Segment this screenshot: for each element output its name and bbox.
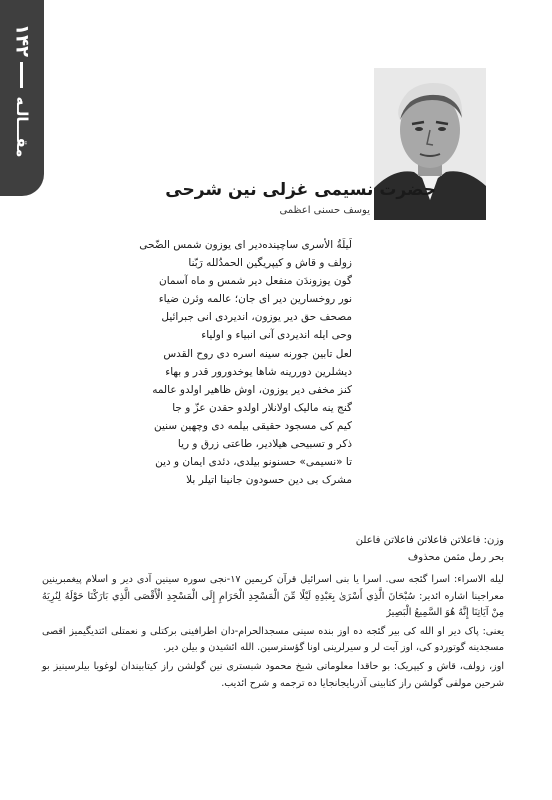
meter-line: بحر رمل مثمن محذوف xyxy=(407,552,504,563)
poem-line: لعل تابین جورنه سینه اسره دی روح القدس xyxy=(163,347,352,360)
poem-line: وحی ایله اندیردی آنی انبیاء و اولیاء xyxy=(201,329,352,342)
poem-line: تا «نسیمی» حسنونو بیلدی، دئدی ایمان و دین xyxy=(155,456,352,469)
poem-line: مشرک بی دین حسودون جانینا اتیلر بلا xyxy=(186,474,352,487)
poem-line: دیشلرین دوررینه شاها یوخدورور قدر و بهاء xyxy=(165,365,352,378)
poem-body xyxy=(52,236,352,489)
poem-line: کنز مخفی دیر یوزون، اوش ظاهیر اولدو عالمه xyxy=(152,383,352,396)
poem-line: گنج ینه مالیک اولانلار اولدو حقدن عزّ و جا xyxy=(172,401,352,414)
poem-line: گون یوزوندَن منفعل دیر شمس و ماه آسمان xyxy=(159,275,352,288)
section-label: مقـــالـه xyxy=(13,96,31,158)
page-number: ۱۴۲ xyxy=(11,24,33,57)
poem-line: نور روخسارین دیر ای جان؛ عالمه وئرن ضیاء xyxy=(158,293,352,306)
meter-line: وزن: فاعلاتن فاعلاتن فاعلاتن فاعلن xyxy=(355,535,504,546)
author-name: یوسف حسنی اعظمی xyxy=(279,205,370,216)
poem-line: کیم کی مسجود حقیقی بیلمه دی وچهین سنین xyxy=(153,419,352,432)
poem-line: لَیلَةُ الأسری ساچینده‌دیر ای یوزون شمس الضّحی xyxy=(139,239,352,251)
poem-line: زولف و قاش و کیپریگین الحمدُلله رَبّنا xyxy=(188,257,352,270)
side-tab xyxy=(0,0,44,196)
poem-title: حضرت نسیمی غزلی نین شرحی xyxy=(165,180,436,200)
commentary-paragraph: اوز، زولف، قاش و کیپریک: بو حاقدا معلوماتی شیخ محمود شبستری نین گولشن راز کیتابیندان لوغویا بیلرسینیز بو شرحین مولفی گولشن راز کتابینی آذربایجانجایا ده ترجمه و شرح ائدیب. xyxy=(42,660,504,689)
commentary-paragraph: یعنی: پاک دیر او الله کی بیر گئجه ده اوز بنده سینی مسجدالحرام-دان اطرافینی برکتلی و نعمتلی ائتدیگیمیز اقصی مسجدینه گوتوردو کی، اوز آیت لر و سیرلرینی اونا گؤسترسین. الله ائشیدن و بیلن دیر. xyxy=(42,625,504,654)
poem-line: ذکر و تسبیحی هیلادیر، طاعتی زرق و ریا xyxy=(177,438,352,451)
commentary-paragraph: لیله الاسراء: اسرا گئجه سی. اسرا یا بنی اسرائیل قرآن کریمین ۱۷-نجی سوره سینین آدی دیر و اسلام پیغمبرینین معراجینا اشاره ائدیر: سُبْحَانَ الَّذِي أَسْرَىٰ بِعَبْدِهِ لَيْلًا مِّنَ الْمَسْجِدِ الْحَرَامِ إِلَى الْمَسْجِدِ الْأَقْصَى الَّذِي بَارَكْنَا حَوْلَهُ لِنُرِيَهُ مِنْ آيَاتِنَا إِنَّهُ هُوَ السَّمِيعُ الْبَصِيرُ xyxy=(42,574,504,619)
meter-info xyxy=(44,532,504,566)
poem-line: مصحف حق دیر یوزون، اندیردی انی جبرائیل xyxy=(161,311,352,324)
commentary xyxy=(42,572,504,694)
